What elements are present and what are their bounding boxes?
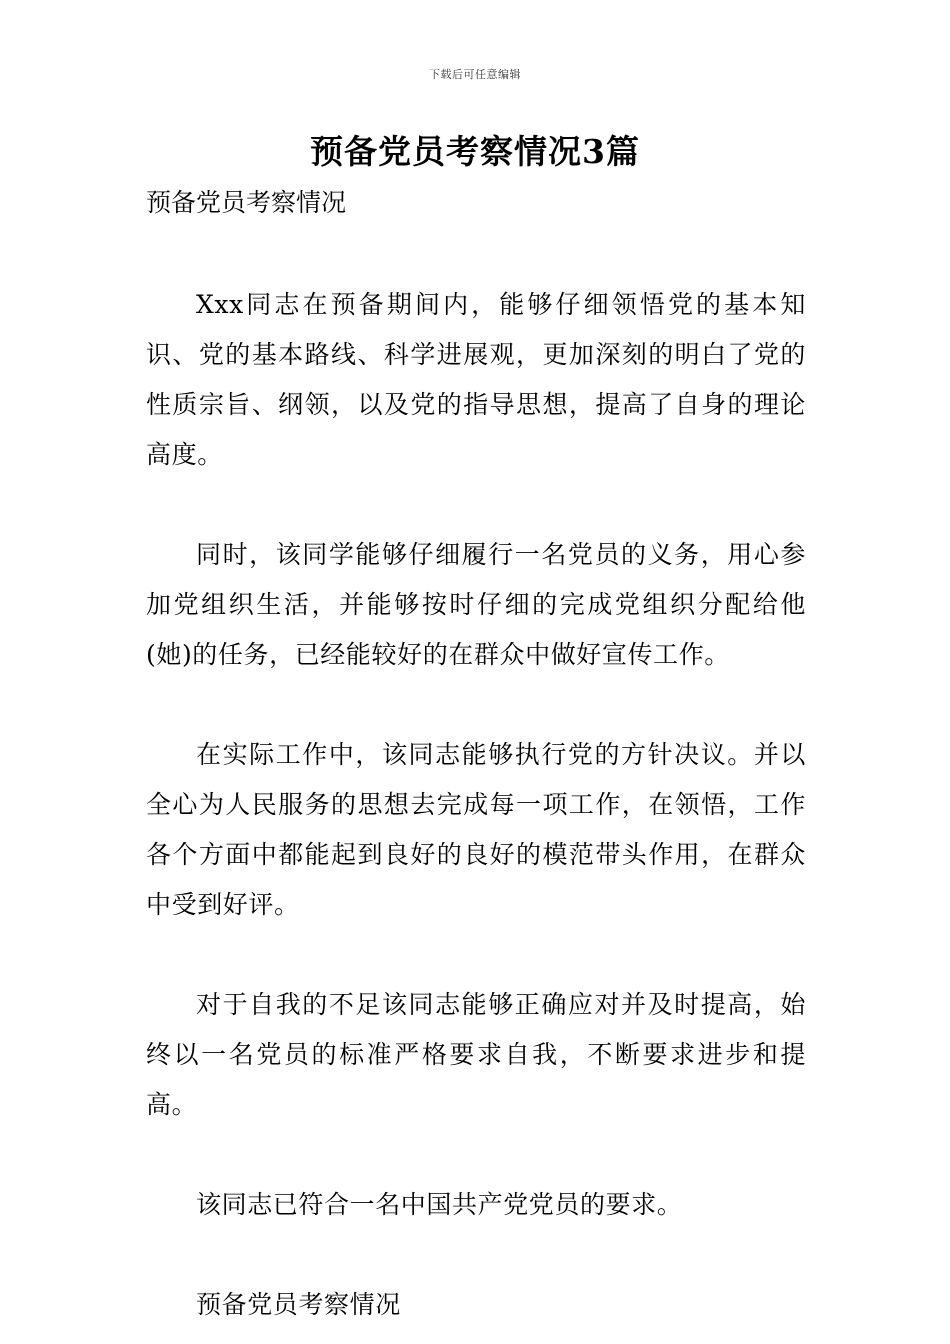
section-heading: 预备党员考察情况 xyxy=(196,1290,401,1319)
document-body xyxy=(146,280,806,1330)
paragraph: 对于自我的不足该同志能够正确应对并及时提高，始终以一名党员的标准严格要求自我，不断要求进步和提高。 xyxy=(146,990,806,1119)
paragraph: 同时，该同学能够仔细履行一名党员的义务，用心参加党组织生活，并能够按时仔细的完成党组织分配给他(她)的任务，已经能较好的在群众中做好宣传工作。 xyxy=(146,540,806,669)
document-subtitle: 预备党员考察情况 xyxy=(146,188,347,217)
paragraph: 在实际工作中，该同志能够执行党的方针决议。并以全心为人民服务的思想去完成每一项工作，在领悟，工作各个方面中都能起到良好的良好的模范带头作用，在群众中受到好评。 xyxy=(146,740,806,919)
document-title: 预备党员考察情况3篇 xyxy=(310,132,640,171)
paragraph: Xxx同志在预备期间内，能够仔细领悟党的基本知识、党的基本路线、科学进展观，更加深刻的明白了党的性质宗旨、纲领，以及党的指导思想，提高了自身的理论高度。 xyxy=(146,290,806,469)
header-note: 下载后可任意编辑 xyxy=(429,68,521,81)
paragraph: 该同志已符合一名中国共产党党员的要求。 xyxy=(196,1190,683,1219)
